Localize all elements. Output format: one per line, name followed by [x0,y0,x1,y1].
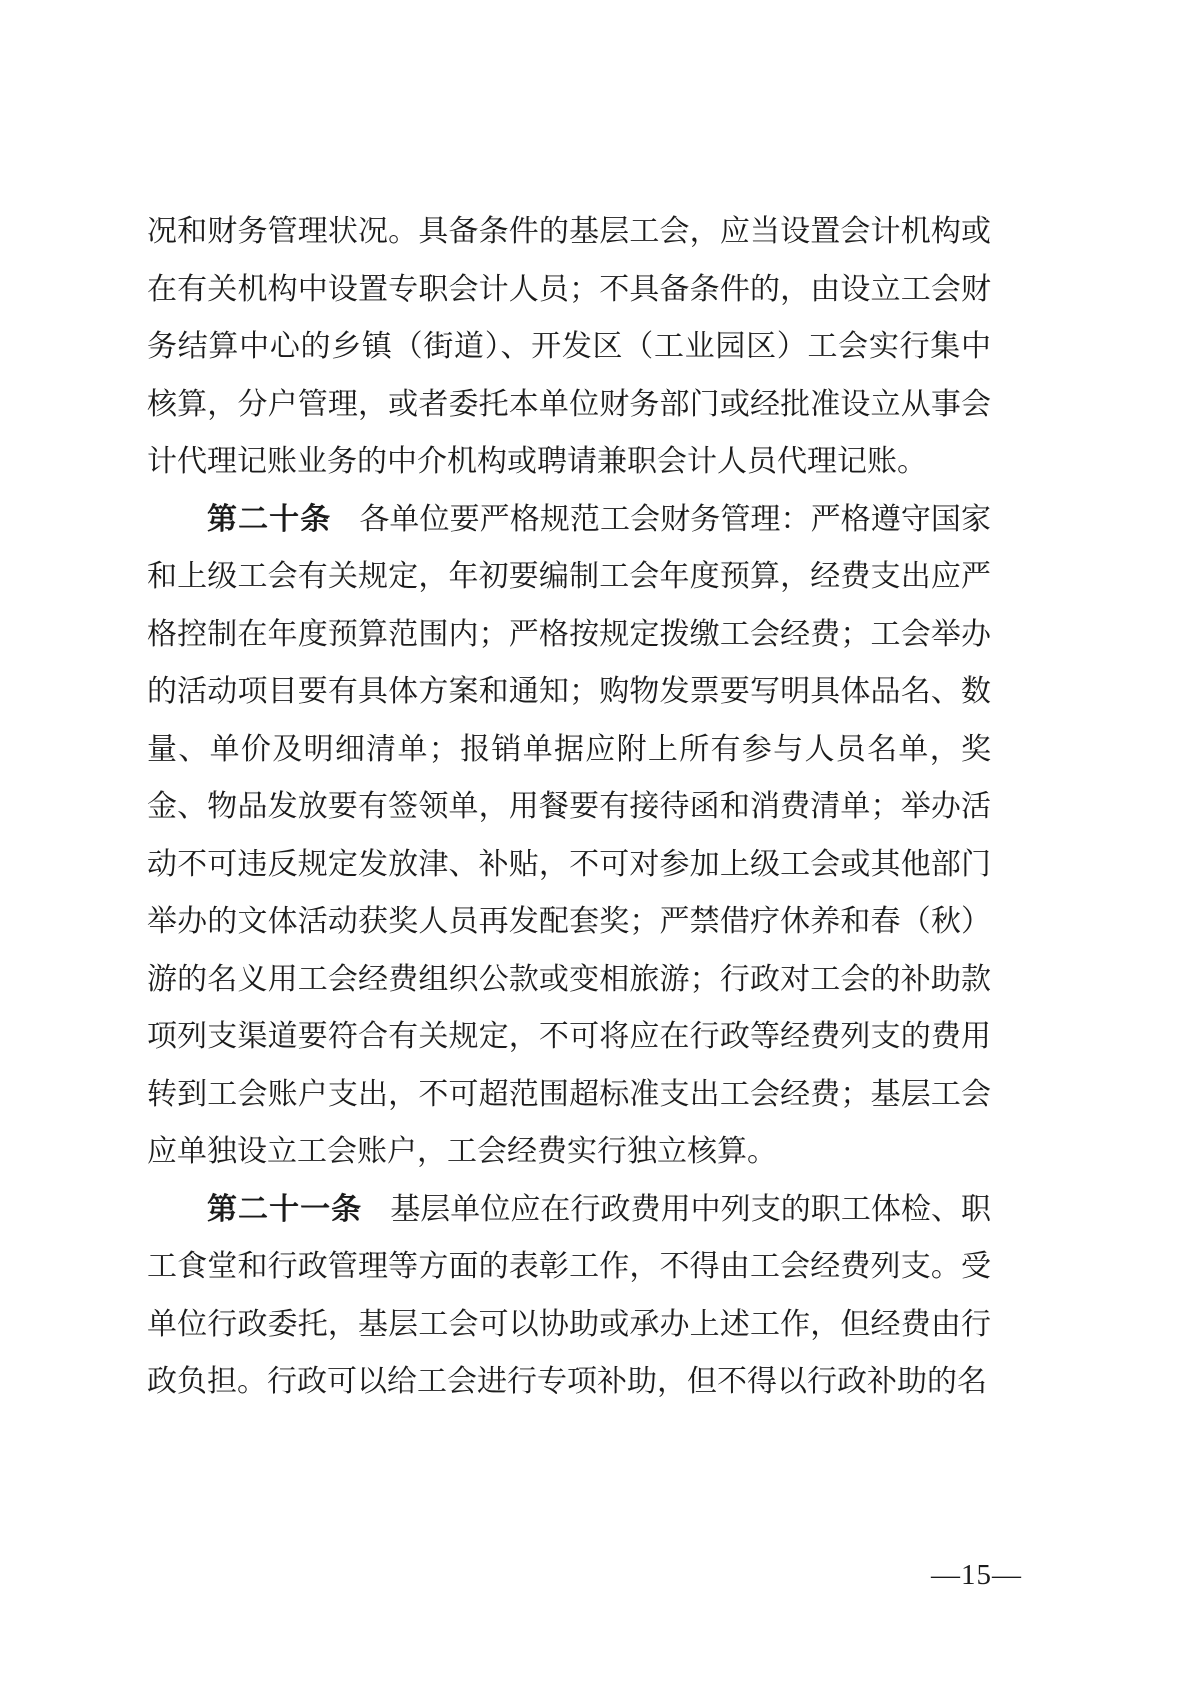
document-body [147,203,991,1411]
page-number: —15— [931,1559,1022,1591]
paragraph-article-21 [147,1181,991,1411]
paragraph-text: 况和财务管理状况。具备条件的基层工会，应当设置会计机构或在有关机构中设置专职会计人员；不具备条件的，由设立工会财务结算中心的乡镇（街道）、开发区（工业园区）工会实行集中核算，分户管理，或者委托本单位财务部门或经批准设立从事会计代理记账业务的中介机构或聘请兼职会计人员代理记账。 [147,215,991,478]
paragraph-continuation [147,203,991,491]
paragraph-text: 各单位要严格规范工会财务管理：严格遵守国家和上级工会有关规定，年初要编制工会年度预算，经费支出应严格控制在年度预算范围内；严格按规定拨缴工会经费；工会举办的活动项目要有具体方案和通知；购物发票要写明具体品名、数量、单价及明细清单；报销单据应附上所有参与人员名单，奖金、物品发放要有签领单，用餐要有接待函和消费清单；举办活动不可违反规定发放津、补贴，不可对参加上级工会或其他部门举办的文体活动获奖人员再发配套奖；严禁借疗休养和春（秋）游的名义用工会经费组织公款或变相旅游；行政对工会的补助款项列支渠道要符合有关规定，不可将应在行政等经费列支的费用转到工会账户支出，不可超范围超标准支出工会经费；基层工会应单独设立工会账户，工会经费实行独立核算。 [147,502,992,1168]
article-21-heading: 第二十一条 [207,1192,363,1226]
article-20-heading: 第二十条 [207,502,332,536]
paragraph-text: 基层单位应在行政费用中列支的职工体检、职工食堂和行政管理等方面的表彰工作，不得由工会经费列支。受单位行政委托，基层工会可以协助或承办上述工作，但经费由行政负担。行政可以给工会进行专项补助，但不得以行政补助的名 [147,1192,992,1398]
paragraph-article-20 [147,491,991,1181]
